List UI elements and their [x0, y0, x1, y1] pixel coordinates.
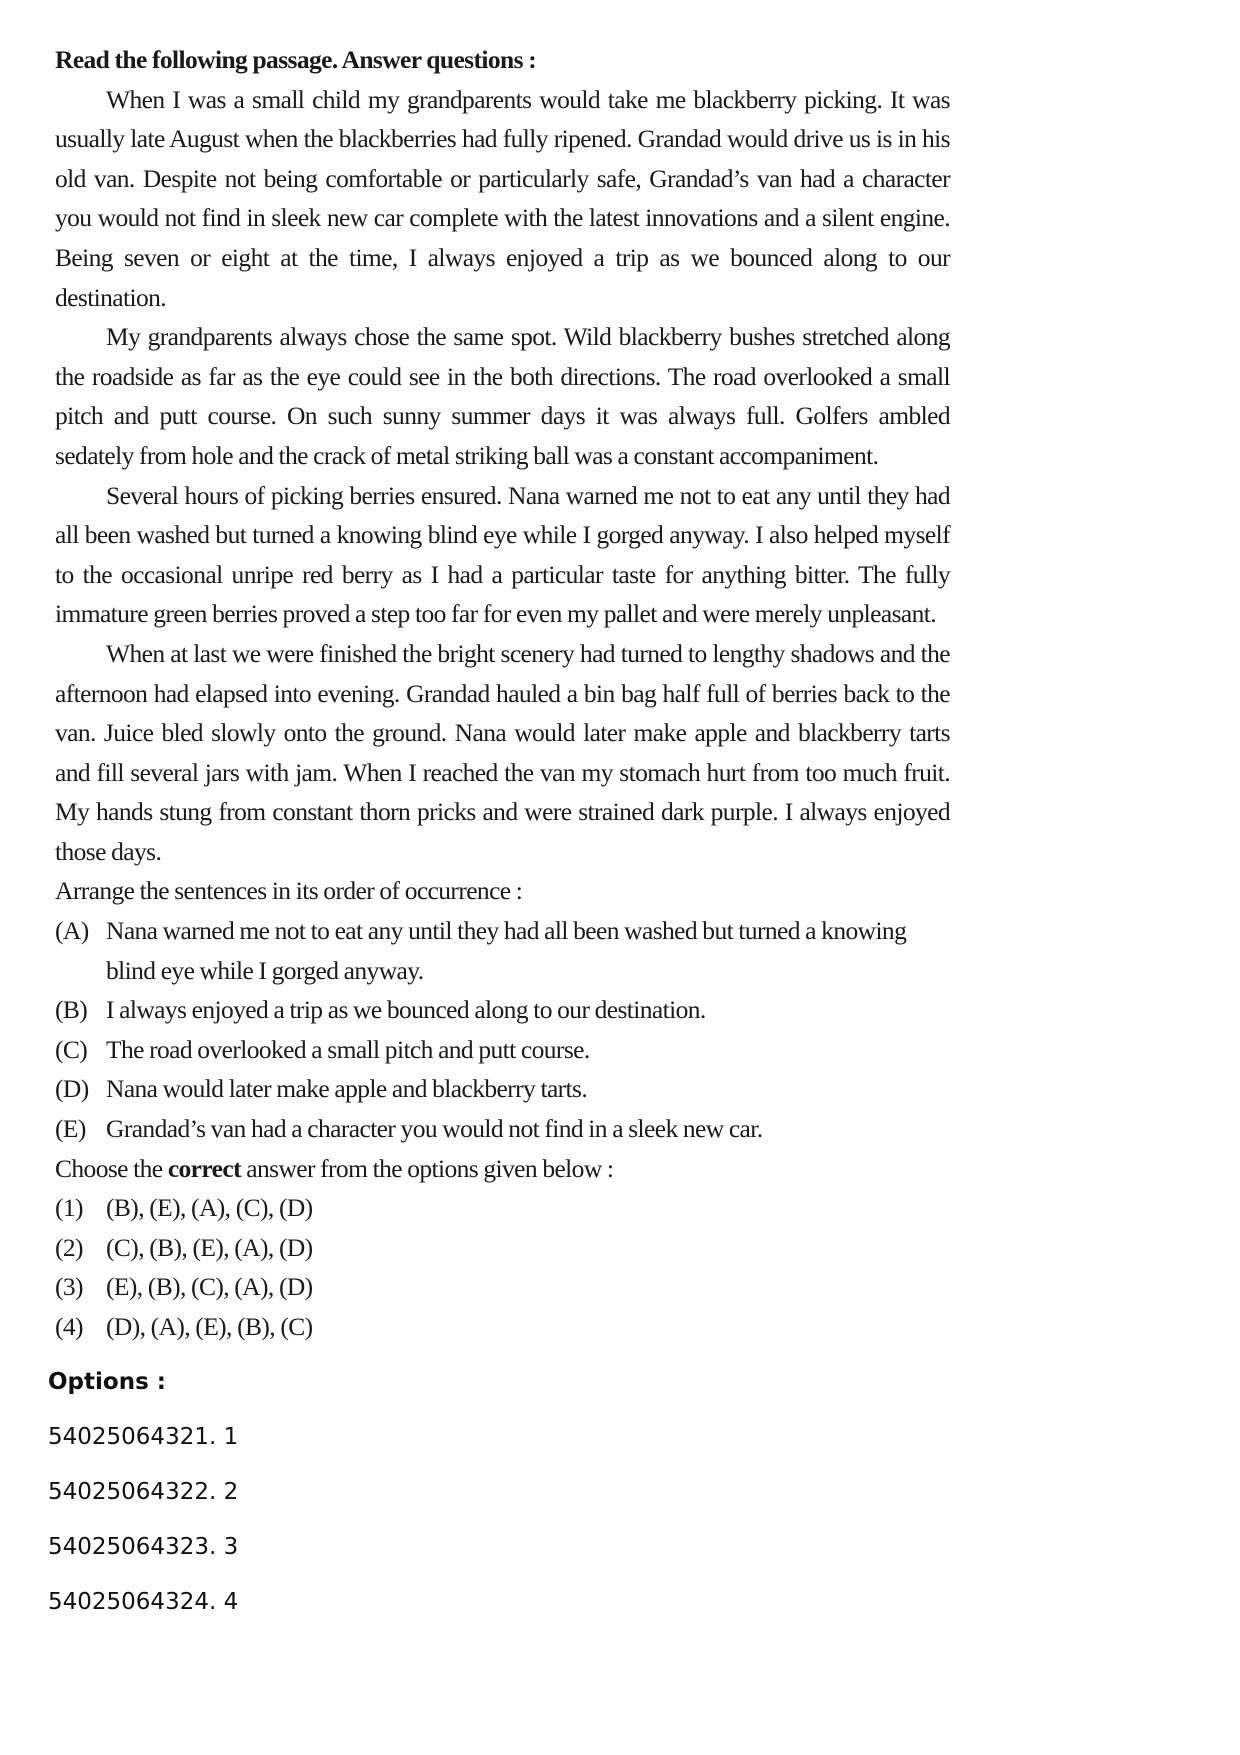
sentence-text: Nana would later make apple and blackberry tarts. — [106, 1074, 588, 1104]
choose-prompt — [55, 1149, 950, 1189]
sentence-b — [55, 990, 950, 1030]
answer-choice-3 — [55, 1267, 950, 1307]
answer-choice-text: (E), (B), (C), (A), (D) — [106, 1272, 313, 1302]
answer-choice-list — [55, 1188, 950, 1346]
option-1[interactable]: 54025064321. 1 — [48, 1424, 239, 1450]
sentence-label: (E) — [55, 1114, 86, 1144]
answer-choice-label: (2) — [55, 1232, 83, 1262]
choose-suffix: answer from the options given below : — [240, 1153, 614, 1183]
answer-choice-4 — [55, 1307, 950, 1347]
answer-choice-2 — [55, 1228, 950, 1268]
passage-paragraph-4: When at last we were finished the bright scenery had turned to lengthy shadows and the afternoon had elapsed into evening. Grandad hauled a bin bag half full of berries back to the van. Juice bled slowly onto the ground. Nana would later make apple and blackberry tarts and fill several jars with jam. When I reached the van my stomach hurt from too much fruit. My hands stung from constant thorn pricks and were strained dark purple. I always enjoyed those days. — [55, 638, 950, 866]
answer-choice-label: (3) — [55, 1272, 83, 1302]
passage-paragraph-3: Several hours of picking berries ensured. Nana warned me not to eat any until they had all been washed but turned a knowing blind eye while I gorged anyway. I also helped myself to the occasional unripe red berry as I had a particular taste for anything bitter. The fully immature green berries proved a step too far for even my pallet and were merely unpleasant. — [55, 480, 950, 629]
sentence-label: (C) — [55, 1034, 88, 1064]
question-image — [55, 40, 950, 1347]
sentence-label: (D) — [55, 1074, 89, 1104]
answer-choice-1 — [55, 1188, 950, 1228]
answer-choice-label: (1) — [55, 1193, 83, 1223]
sentence-text: Grandad’s van had a character you would not find in a sleek new car. — [106, 1114, 763, 1144]
answer-choice-text: (C), (B), (E), (A), (D) — [106, 1232, 313, 1262]
sentence-c — [55, 1030, 950, 1070]
answer-choice-text: (B), (E), (A), (C), (D) — [106, 1193, 313, 1223]
answer-choice-label: (4) — [55, 1312, 83, 1341]
option-3[interactable]: 54025064323. 3 — [48, 1534, 239, 1560]
passage-paragraph-2: My grandparents always chose the same spot. Wild blackberry bushes stretched along the roadside as far as the eye could see in the both directions. The road overlooked a small pitch and putt course. On such sunny summer days it was always full. Golfers ambled sedately from hole and the crack of metal striking ball was a constant accompaniment. — [55, 322, 950, 470]
passage-paragraph-1: When I was a small child my grandparents would take me blackberry picking. It was usually late August when the blackberries had fully ripened. Grandad would drive us is in his old van. Despite not being comfortable or particularly safe, Grandad’s van had a character you would not find in sleek new car complete with the latest innovations and a silent engine. Being seven or eight at the time, I always enjoyed a trip as we bounced along to our destination. — [55, 84, 950, 312]
sentence-text: Nana warned me not to eat any until they had all been washed but turned a knowing blind eye while I gorged anyway. — [106, 916, 907, 985]
options-section — [48, 1367, 238, 1617]
answer-choice-text: (D), (A), (E), (B), (C) — [106, 1312, 313, 1341]
sentence-text: The road overlooked a small pitch and putt course. — [106, 1034, 590, 1064]
sentence-e — [55, 1109, 950, 1149]
options-title: Options : — [48, 1369, 166, 1395]
sentence-text: I always enjoyed a trip as we bounced along to our destination. — [106, 995, 706, 1025]
passage-heading: Read the following passage. Answer questions : — [55, 45, 537, 74]
option-2[interactable]: 54025064322. 2 — [48, 1479, 239, 1505]
choose-bold-word: correct — [167, 1153, 241, 1183]
arrange-prompt: Arrange the sentences in its order of occurrence : — [55, 876, 523, 906]
sentence-label: (B) — [55, 995, 88, 1025]
sentence-list — [55, 911, 950, 1149]
choose-prefix: Choose the — [55, 1153, 168, 1183]
sentence-d — [55, 1069, 950, 1109]
sentence-a — [55, 911, 950, 990]
sentence-label: (A) — [55, 916, 89, 946]
option-4[interactable]: 54025064324. 4 — [48, 1589, 239, 1615]
